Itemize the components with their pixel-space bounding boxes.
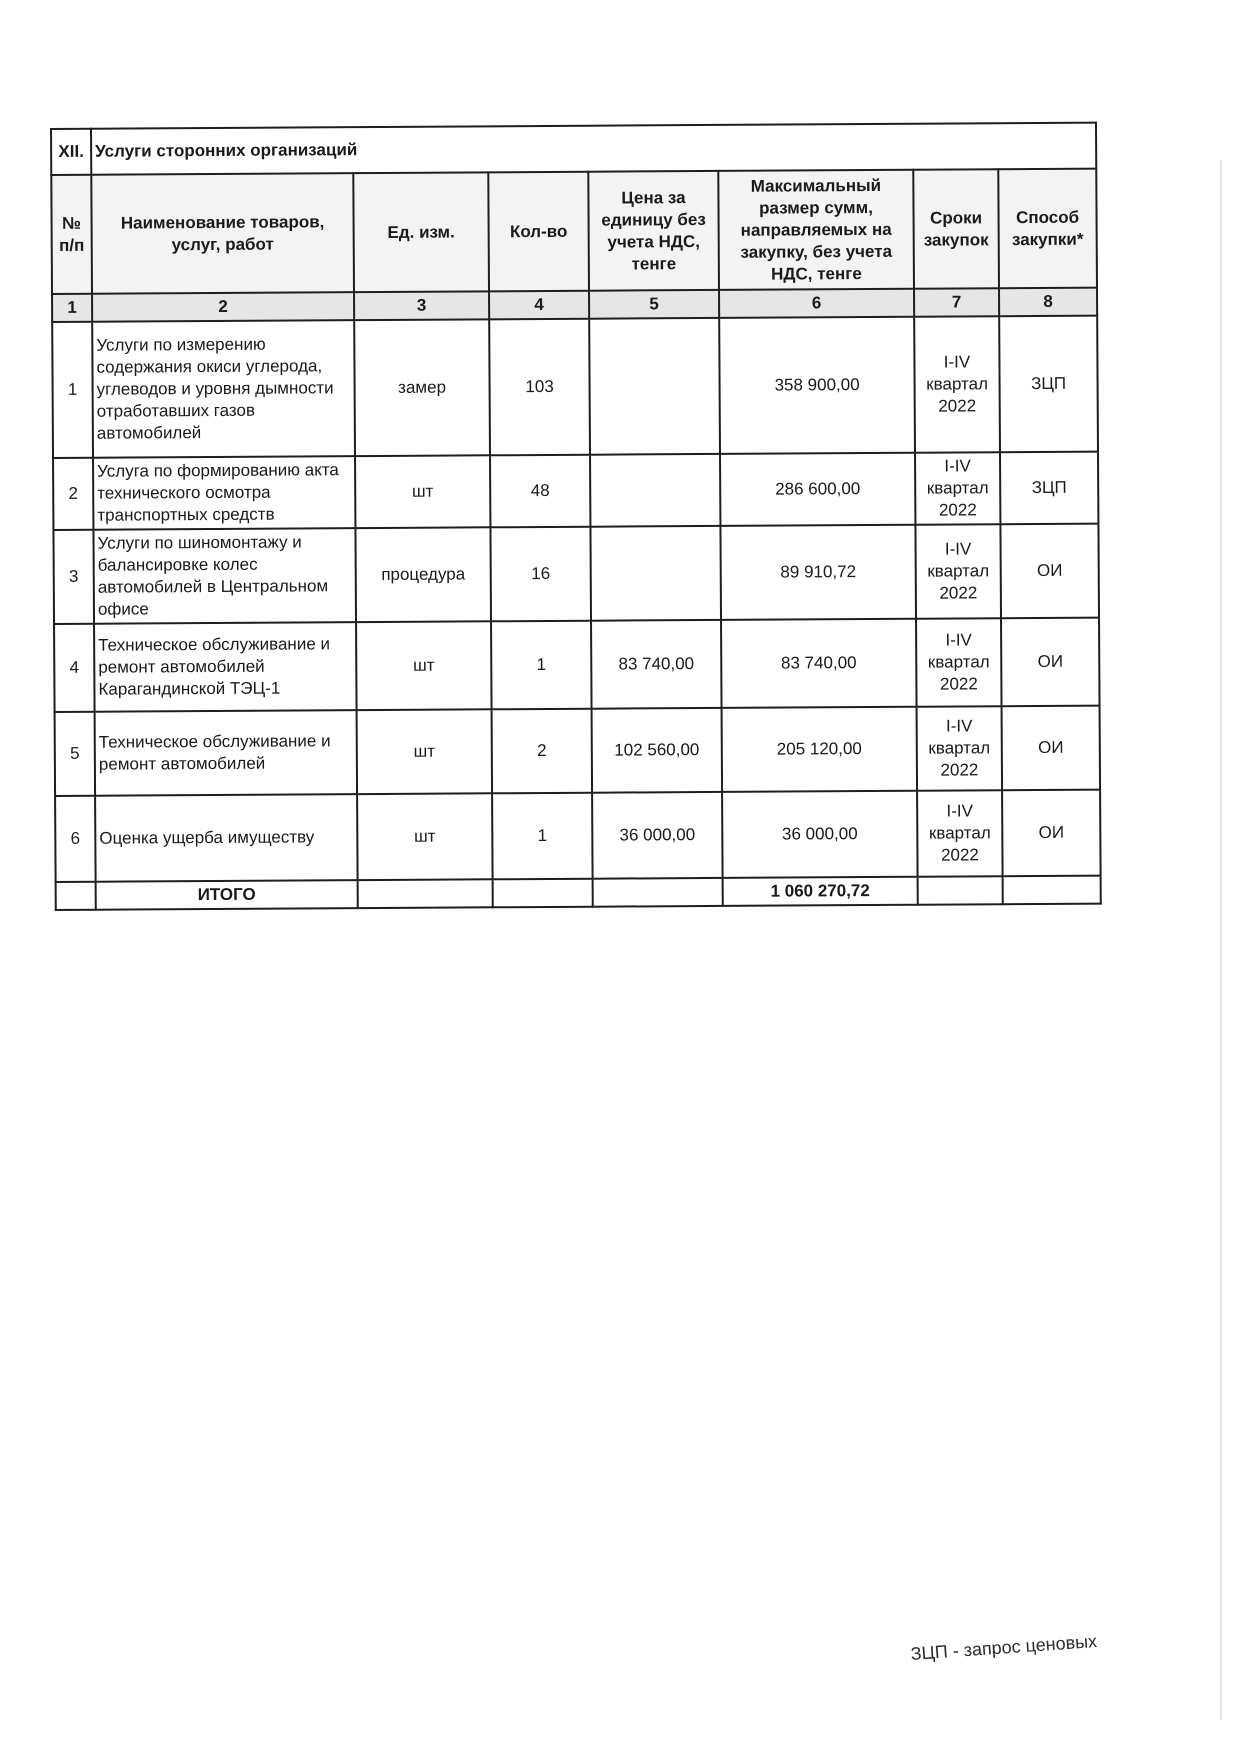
item-method: ОИ xyxy=(1000,524,1099,619)
item-period xyxy=(916,618,1002,707)
period-quarters: I-IV xyxy=(945,716,973,736)
item-method: ОИ xyxy=(1002,706,1101,791)
item-method: ОИ xyxy=(1002,790,1101,877)
column-number: 2 xyxy=(92,292,354,322)
footer-note: ЗЦП - запрос ценовых xyxy=(910,1630,1098,1664)
total-max-sum: 1 060 270,72 xyxy=(723,877,918,906)
item-max-sum: 358 900,00 xyxy=(719,317,915,454)
table-row xyxy=(52,316,1098,458)
table-row xyxy=(54,618,1100,712)
period-word: квартал xyxy=(928,738,991,758)
header-price: Цена за единицу без учета НДС, тенге xyxy=(588,171,719,291)
item-qty: 16 xyxy=(490,527,591,622)
row-number: 2 xyxy=(53,458,93,530)
item-period xyxy=(914,316,1000,453)
column-number: 7 xyxy=(914,288,999,317)
total-row xyxy=(56,876,1101,910)
header-period: Сроки закупок xyxy=(913,169,999,289)
column-number: 6 xyxy=(719,289,914,318)
period-word: квартал xyxy=(927,652,990,672)
period-year: 2022 xyxy=(938,396,977,416)
total-empty-cell xyxy=(493,879,593,908)
item-price xyxy=(589,318,720,455)
item-period xyxy=(915,452,1000,525)
column-number: 5 xyxy=(589,290,719,319)
item-price xyxy=(590,454,720,527)
item-max-sum: 36 000,00 xyxy=(722,791,918,878)
total-empty-cell xyxy=(56,882,96,910)
row-number: 5 xyxy=(55,712,96,796)
item-max-sum: 83 740,00 xyxy=(721,619,917,708)
page-edge-shadow xyxy=(1220,160,1222,1720)
header-max-sum: Максимальный размер сумм, направляемых на закупку, без учета НДС, тенге xyxy=(718,170,914,290)
table-row xyxy=(55,790,1101,882)
total-empty-cell xyxy=(918,876,1003,905)
section-header-row xyxy=(51,123,1096,175)
item-name: Услуга по формированию акта технического осмотра транспортных средств xyxy=(93,456,355,530)
period-word: квартал xyxy=(928,823,991,843)
period-quarters: I-IV xyxy=(944,539,972,559)
item-price: 83 740,00 xyxy=(591,620,722,709)
period-year: 2022 xyxy=(938,500,977,520)
column-number: 8 xyxy=(999,288,1097,317)
item-name: Услуги по шиномонтажу и балансировке колес автомобилей в Центральном офисе xyxy=(93,528,356,624)
item-price xyxy=(590,526,721,621)
item-unit: процедура xyxy=(355,527,491,622)
item-unit: замер xyxy=(354,319,490,456)
period-word: квартал xyxy=(927,561,990,581)
period-quarters: I-IV xyxy=(944,456,971,476)
period-year: 2022 xyxy=(939,583,978,603)
item-period xyxy=(915,524,1001,619)
header-method: Способ закупки* xyxy=(998,169,1097,289)
row-number: 3 xyxy=(53,530,94,624)
table-row xyxy=(55,706,1101,796)
item-unit: шт xyxy=(355,455,490,528)
table-row xyxy=(53,452,1098,530)
total-empty-cell xyxy=(1003,876,1101,905)
item-unit: шт xyxy=(357,793,493,880)
section-title: Услуги сторонних организаций xyxy=(91,123,1096,175)
column-number: 4 xyxy=(489,291,589,320)
services-table xyxy=(50,122,1102,911)
period-quarters: I-IV xyxy=(945,630,972,650)
item-name: Оценка ущерба имуществу xyxy=(95,794,358,882)
total-empty-cell xyxy=(358,879,493,908)
period-year: 2022 xyxy=(939,674,978,694)
item-qty: 1 xyxy=(492,793,593,880)
section-number: XII. xyxy=(51,129,91,175)
item-method: ЗЦП xyxy=(999,316,1098,453)
period-word: квартал xyxy=(926,478,989,498)
item-method: ЗЦП xyxy=(1000,452,1098,525)
item-period xyxy=(917,790,1003,877)
row-number: 4 xyxy=(54,624,95,712)
item-name: Услуги по измерению содержания окиси углерода, углеводов и уровня дымности отработавших газов автомобилей xyxy=(92,320,355,458)
total-empty-cell xyxy=(593,878,723,907)
column-number: 1 xyxy=(52,294,92,322)
item-qty: 2 xyxy=(492,709,593,794)
item-max-sum: 205 120,00 xyxy=(722,707,918,792)
item-qty: 48 xyxy=(490,455,590,528)
table-row xyxy=(53,524,1099,624)
column-number: 3 xyxy=(354,291,489,320)
period-quarters: I-IV xyxy=(943,352,971,372)
item-method: ОИ xyxy=(1001,618,1100,707)
item-max-sum: 286 600,00 xyxy=(720,453,915,526)
period-quarters: I-IV xyxy=(946,801,973,821)
item-unit: шт xyxy=(357,709,493,794)
item-price: 36 000,00 xyxy=(592,792,723,879)
total-label: ИТОГО xyxy=(96,880,358,910)
item-period xyxy=(917,706,1003,791)
item-price: 102 560,00 xyxy=(592,708,723,793)
item-qty: 1 xyxy=(491,621,592,710)
column-header-row xyxy=(51,169,1097,294)
header-name: Наименование товаров, услуг, работ xyxy=(91,173,354,294)
header-qty: Кол-во xyxy=(488,172,589,292)
item-max-sum: 89 910,72 xyxy=(720,525,916,620)
header-unit: Ед. изм. xyxy=(353,172,489,292)
row-number: 6 xyxy=(55,796,96,882)
item-unit: шт xyxy=(356,621,492,710)
period-year: 2022 xyxy=(940,845,979,865)
item-qty: 103 xyxy=(489,319,590,456)
header-num: № п/п xyxy=(51,175,92,294)
period-word: квартал xyxy=(926,374,989,394)
procurement-plan-sheet xyxy=(50,122,1100,911)
item-name: Техническое обслуживание и ремонт автомобилей Карагандинской ТЭЦ-1 xyxy=(94,622,357,712)
row-number: 1 xyxy=(52,322,93,458)
period-year: 2022 xyxy=(940,760,979,780)
item-name: Техническое обслуживание и ремонт автомобилей xyxy=(95,710,358,796)
